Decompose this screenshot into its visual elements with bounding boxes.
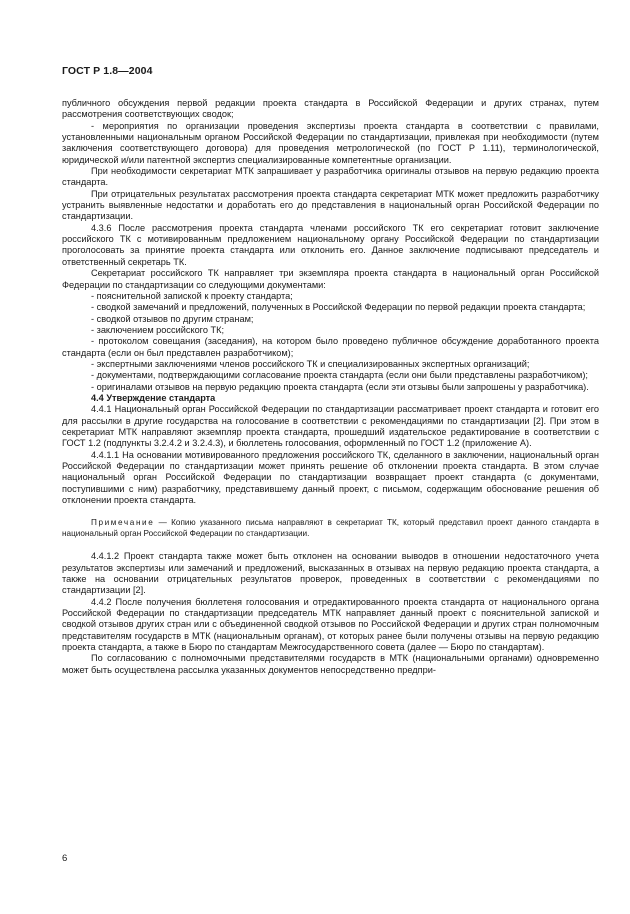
- body-paragraph: При отрицательных результатах рассмотрения проекта стандарта секретариат МТК может предложить разработчику устранить выявленные недостатки и доработать его до представления в национальный орган Российской Федерации по стандартизации.: [62, 188, 599, 222]
- body-paragraph: 4.3.6 После рассмотрения проекта стандарта членами российского ТК его секретариат готовит заключение российского ТК с мотивированным предложением национальному органу Российской Федерации по стандартизации проголосовать за принятие проекта стандарта или отклонить его. Данное заключение подписывают председатель и ответственный секретарь ТК.: [62, 222, 599, 267]
- body-paragraph: - сводкой замечаний и предложений, полученных в Российской Федерации по первой редакции проекта стандарта;: [91, 302, 586, 313]
- body-paragraph: публичного обсуждения первой редакции проекта стандарта в Российской Федерации и других странах, путем рассмотрения соответствующих сводок;: [62, 98, 599, 120]
- body-paragraph: - пояснительной запиской к проекту стандарта;: [91, 290, 293, 301]
- note-paragraph: [62, 518, 599, 539]
- body-paragraph: 4.4.1.1 На основании мотивированного предложения российского ТК, сделанного в заключении, национальный орган Российской Федерации по стандартизации может принять решение об отклонении проекта стандарта. В этом случае национальный орган Российской Федерации по стандартизации возвращает проект стандарта (с документами, поступившими с ним) разработчику, представившему данный проект, с письмом, содержащим обоснование решения об отклонении проекта стандарта.: [62, 449, 599, 506]
- body-paragraph: - мероприятия по организации проведения экспертизы проекта стандарта в соответствии с правилами, установленными национальным органом Российской Федерации по стандартизации, привлекая при необходимости (путем заключения соответствующего договора) для проведения метрологической (по ГОСТ Р 1.11), терминологической, юридической и/или патентной экспертиз специализированные компетентные организации.: [62, 120, 599, 165]
- body-paragraph: По согласованию с полномочными представителями государств в МТК (национальными органами) одновременно может быть осуществлена рассылка указанных документов непосредственно предпри-: [62, 653, 599, 675]
- body-paragraph: При необходимости секретариат МТК запрашивает у разработчика оригиналы отзывов на первую редакцию проекта стандарта.: [62, 166, 599, 188]
- body-paragraph: - заключением российского ТК;: [91, 324, 225, 335]
- document-body: [62, 98, 599, 676]
- body-paragraph: - оригиналами отзывов на первую редакцию проекта стандарта (если эти отзывы были запрошены у разработчика).: [91, 381, 589, 392]
- paragraph-group-1: [62, 98, 599, 506]
- body-paragraph: Секретариат российского ТК направляет три экземпляра проекта стандарта в национальный орган Российской Федерации по стандартизации со следующими документами:: [62, 268, 599, 290]
- body-paragraph: 4.4.1.2 Проект стандарта также может быть отклонен на основании выводов в отношении недостаточного учета результатов экспертизы или замечаний и предложений, высказанных в отзывах на первую редакцию проекта стандарта, а также на основании отрицательных результатов проверок, проведенных в соответствии с рекомендациями по стандартизации [2].: [62, 551, 599, 596]
- document-code-header: ГОСТ Р 1.8—2004: [62, 65, 153, 77]
- section-heading: 4.4 Утверждение стандарта: [91, 392, 216, 403]
- body-paragraph: 4.4.2 После получения бюллетеня голосования и отредактированного проекта стандарта от национального органа Российской Федерации по стандартизации председатель МТК направляет данный проект с пояснительной запиской и сводкой отзывов других стран или с объединенной сводкой отзывов по Российской Федерации и других стран полномочным представителям государств в МТК (национальным органам), от которых ранее были получены отзывы на первую редакцию проекта стандарта, а также в Бюро по стандартам Межгосударственного совета (далее — Бюро по стандартам).: [62, 596, 599, 652]
- body-paragraph: - протоколом совещания (заседания), на котором было проведено публичное обсуждение доработанного проекта стандарта (если он был представлен разработчиком);: [62, 336, 599, 358]
- paragraph-group-2: [62, 551, 599, 676]
- page-number: 6: [62, 853, 68, 864]
- body-paragraph: - сводкой отзывов по другим странам;: [91, 313, 254, 324]
- body-paragraph: 4.4.1 Национальный орган Российской Федерации по стандартизации рассматривает проект стандарта и готовит его для рассылки в другие государства на голосование в соответствии с рекомендациями по стандартизации [2]. При этом в секретариат МТК направляют экземпляр проекта стандарта, прошедший издательское редактирование в соответствии с ГОСТ 1.2 (подпункты 3.2.4.2 и 3.2.4.3), и бюллетень голосования, оформленный по ГОСТ 1.2 (приложение А).: [62, 404, 599, 449]
- note-text: — Копию указанного письма направляют в секретариат ТК, который представил проект данного стандарта в национальный орган Российской Федерации по стандартизации.: [62, 518, 599, 538]
- body-paragraph: - экспертными заключениями членов российского ТК и специализированных экспертных организаций;: [91, 358, 530, 369]
- note-label: Примечание: [91, 518, 155, 528]
- body-paragraph: - документами, подтверждающими согласование проекта стандарта (если они были представлены разработчиком);: [91, 370, 588, 381]
